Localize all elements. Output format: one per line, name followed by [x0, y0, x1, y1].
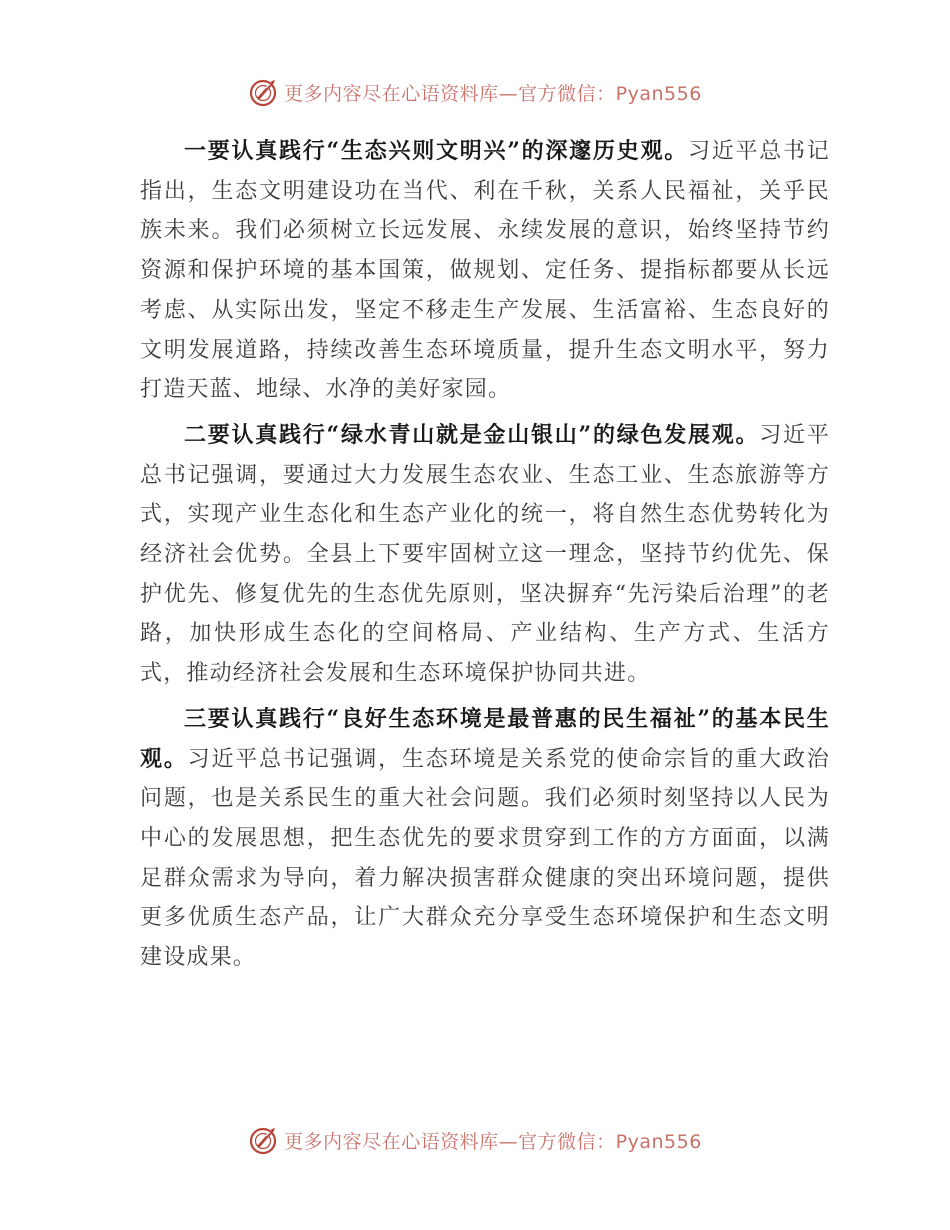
- header-banner: [0, 72, 950, 112]
- paragraph-2: [140, 416, 830, 694]
- paragraph-2-heading: 二要认真践行“绿水青山就是金山银山”的绿色发展观。: [184, 421, 760, 448]
- banner-text: 更多内容尽在心语资料库—官方微信：Pyan556: [284, 1130, 702, 1153]
- document-body: [140, 132, 830, 978]
- paragraph-1-heading: 一要认真践行“生态兴则文明兴”的深邃历史观。: [184, 138, 688, 164]
- paragraph-1-text: 习近平总书记指出，生态文明建设功在当代、利在千秋，关系人民福祉，关乎民族未来。我们必须树立长远发展、永续发展的意识，始终坚持节约资源和保护环境的基本国策，做规划、定任务、提指标都要从长远考虑、从实际出发，坚定不移走生产发展、生活富裕、生态良好的文明发展道路，持续改善生态环境质量，提升生态文明水平，努力打造天蓝、地绿、水净的美好家园。: [140, 139, 830, 403]
- paragraph-3-heading: 三要认真践行“良好生态环境是最普惠的民生福祉”的基本民生观。: [140, 705, 830, 772]
- banner-text: 更多内容尽在心语资料库—官方微信：Pyan556: [284, 82, 702, 105]
- paragraph-1: [140, 132, 830, 410]
- quill-seal-logo-icon: [248, 1124, 280, 1156]
- paragraph-2-text: 习近平总书记强调，要通过大力发展生态农业、生态工业、生态旅游等方式，实现产业生态化和生态产业化的统一，将自然生态优势转化为经济社会优势。全县上下要牢固树立这一理念，坚持节约优先、保护优先、修复优先的生态优先原则，坚决摒弃“先污染后治理”的老路，加快形成生态化的空间格局、产业结构、生产方式、生活方式，推动经济社会发展和生态环境保护协同共进。: [140, 422, 830, 687]
- quill-seal-logo-icon: [248, 76, 280, 108]
- paragraph-3-text: 习近平总书记强调，生态环境是关系党的使命宗旨的重大政治问题，也是关系民生的重大社会问题。我们必须时刻坚持以人民为中心的发展思想，把生态优先的要求贯穿到工作的方方面面，以满足群众需求为导向，着力解决损害群众健康的突出环境问题，提供更多优质生态产品，让广大群众充分享受生态环境保护和生态文明建设成果。: [140, 746, 831, 971]
- footer-banner: [0, 1120, 950, 1160]
- paragraph-3: [140, 700, 830, 978]
